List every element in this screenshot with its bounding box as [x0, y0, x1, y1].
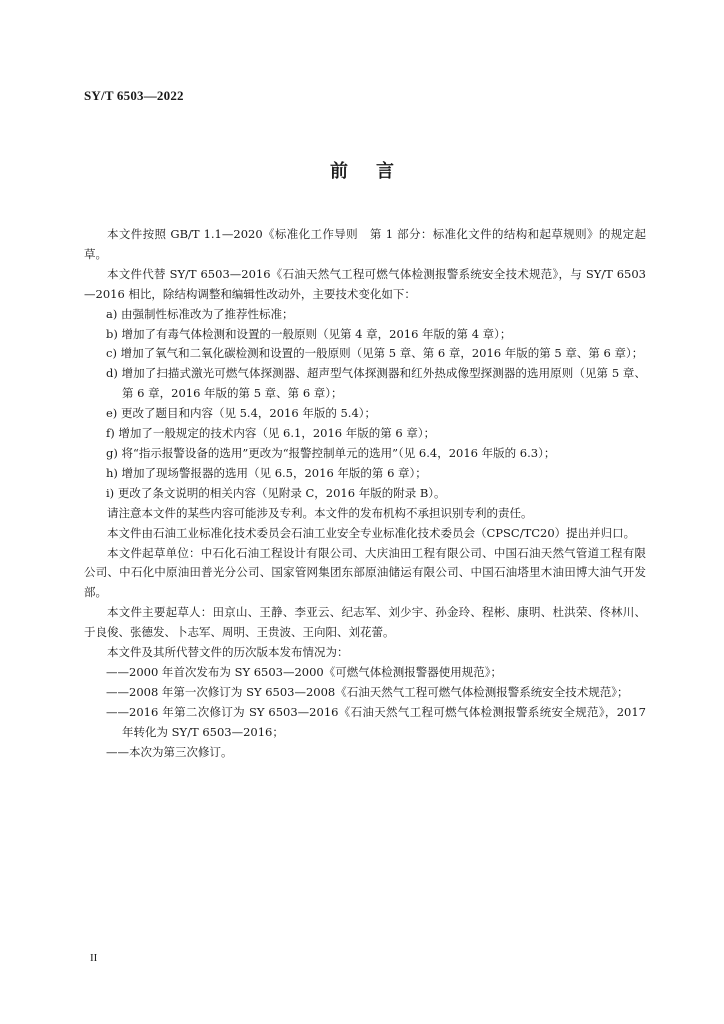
history-item: ——本次为第三次修订。 — [106, 744, 233, 759]
paragraph-history-intro: 本文件及其所代替文件的历次版本发布情况为： — [107, 645, 349, 660]
change-item-f: f) 增加了一般规定的技术内容（见 6.1，2016 年版的第 6 章）； — [106, 426, 436, 441]
change-item-e: e) 更改了题目和内容（见 5.4，2016 年版的 5.4）； — [106, 406, 377, 421]
page-number: II — [90, 952, 98, 964]
foreword-body — [84, 225, 646, 762]
paragraph-drafting-rules: 本文件按照 GB/T 1.1—2020《标准化工作导则 第 1 部分：标准化文件的结构和起草规则》的规定起草。 — [84, 227, 646, 261]
page-title: 前言 — [330, 161, 422, 182]
paragraph-patent-notice: 请注意本文件的某些内容可能涉及专利。本文件的发布机构不承担识别专利的责任。 — [107, 505, 533, 520]
change-item-g: g) 将“指示报警设备的选用”更改为“报警控制单元的选用”（见 6.4，2016 年版的 6.3）； — [106, 445, 556, 460]
history-item: ——2000 年首次发布为 SY 6503—2000《可燃气体检测报警器使用规范》； — [106, 664, 502, 679]
change-item-b: b) 增加了有毒气体检测和设置的一般原则（见第 4 章，2016 年版的第 4 章）； — [106, 326, 512, 341]
change-item-h: h) 增加了现场警报器的选用（见 6.5，2016 年版的第 6 章）； — [106, 465, 427, 480]
change-item-c: c) 增加了氧气和二氧化碳检测和设置的一般原则（见第 5 章、第 6 章，2016 年版的第 5 章、第 6 章）； — [106, 346, 644, 361]
history-item: ——2008 年第一次修订为 SY 6503—2008《石油天然气工程可燃气体检测报警系统安全技术规范》； — [106, 684, 629, 699]
paragraph-replacement: 本文件代替 SY/T 6503—2016《石油天然气工程可燃气体检测报警系统安全技术规范》，与 SY/T 6503—2016 相比，除结构调整和编辑性改动外，主要技术变化如下： — [84, 266, 646, 301]
change-item-a: a) 由强制性标准改为了推荐性标准； — [106, 306, 294, 321]
paragraph-drafters: 本文件主要起草人：田京山、王静、李亚云、纪志军、刘少宇、孙金玲、程彬、康明、杜洪荣、佟林川、于良俊、张德发、卜志军、周明、王贵波、王向阳、刘花蕾。 — [84, 605, 646, 640]
standard-code: SY/T 6503—2022 — [84, 88, 184, 103]
change-item-i: i) 更改了条文说明的相关内容（见附录 C，2016 年版的附录 B）。 — [106, 485, 446, 500]
paragraph-drafting-units: 本文件起草单位：中石化石油工程设计有限公司、大庆油田工程有限公司、中国石油天然气管道工程有限公司、中石化中原油田普光分公司、国家管网集团东部原油储运有限公司、中国石油塔里木油田博大油气开发部。 — [84, 545, 646, 600]
change-item-d: d) 增加了扫描式激光可燃气体探测器、超声型气体探测器和红外热成像型探测器的选用原则（见第 5 章、第 6 章，2016 年版的第 5 章、第 6 章）； — [106, 366, 646, 401]
paragraph-proposer: 本文件由石油工业标准化技术委员会石油工业安全专业标准化技术委员会（CPSC/TC20）提出并归口。 — [107, 525, 636, 540]
history-item: ——2016 年第二次修订为 SY 6503—2016《石油天然气工程可燃气体检测报警系统安全规范》，2017 年转化为 SY/T 6503—2016； — [106, 704, 646, 739]
